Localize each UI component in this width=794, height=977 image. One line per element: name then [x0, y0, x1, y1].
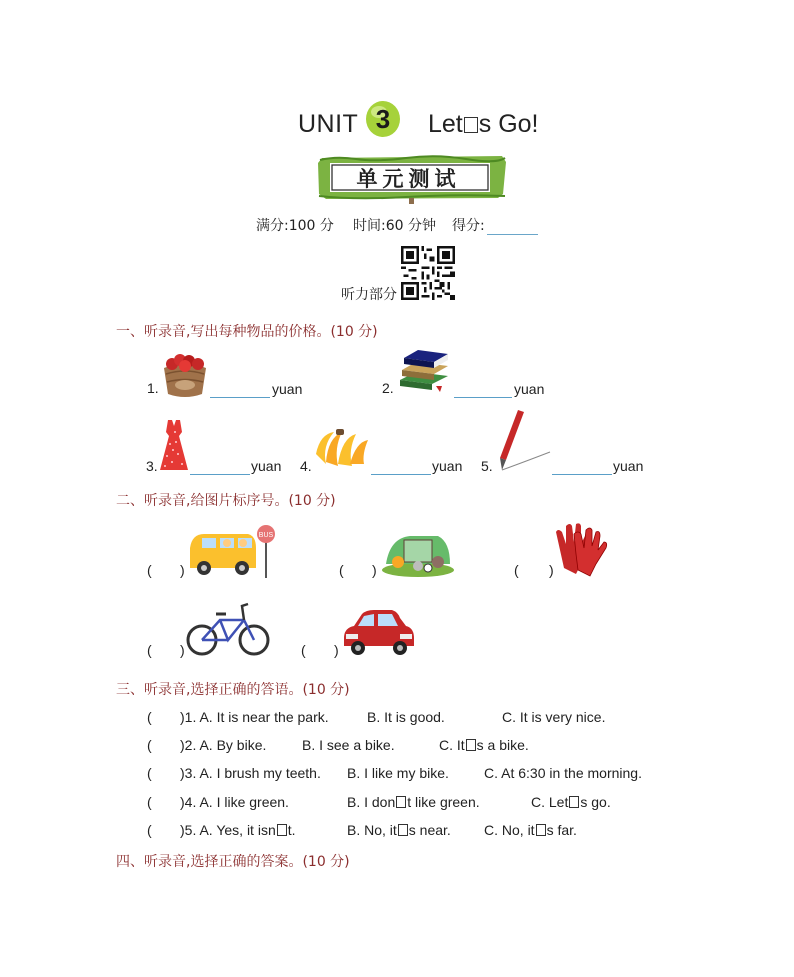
pic5-paren-left: (	[301, 642, 306, 658]
q5-option-b[interactable]	[347, 822, 451, 838]
section1-heading: 一、听录音,写出每种物品的价格。(10 分)	[116, 324, 378, 340]
q4-option-a[interactable]: )4. A. I like green.	[180, 794, 289, 810]
pic4-paren-right[interactable]: )	[180, 642, 185, 658]
item5-price-blank[interactable]	[552, 474, 612, 475]
missing-glyph-box	[569, 796, 579, 808]
q1-paren[interactable]: (	[147, 709, 152, 725]
apple-basket-icon	[158, 352, 212, 398]
item2-price-blank[interactable]	[454, 397, 512, 398]
missing-glyph-box	[464, 117, 478, 133]
score-label: 得分:	[452, 218, 485, 234]
missing-glyph-box	[466, 739, 476, 751]
q1-option-c[interactable]: C. It is very nice.	[502, 709, 606, 725]
section3-heading: 三、听录音,选择正确的答语。(10 分)	[116, 682, 350, 698]
pic3-paren-right[interactable]: )	[549, 562, 554, 578]
pic3-paren-left: (	[514, 562, 519, 578]
section2-heading: 二、听录音,给图片标序号。(10 分)	[116, 493, 336, 509]
unit-title	[428, 110, 539, 139]
pic1-paren-left: (	[147, 562, 152, 578]
q1-option-a[interactable]: )1. A. It is near the park.	[180, 709, 329, 725]
bus-sign-text: BUS	[258, 532, 274, 539]
q5-b-part2: s near.	[408, 822, 451, 838]
q2-c-part1: C. It	[439, 737, 465, 753]
item4-price-blank[interactable]	[371, 474, 431, 475]
unit-number: 3	[375, 104, 391, 134]
qr-code-icon[interactable]	[401, 246, 455, 300]
books-icon	[396, 346, 452, 394]
q4-option-b[interactable]	[347, 794, 480, 810]
dress-icon	[158, 418, 190, 472]
item2-yuan: yuan	[514, 381, 545, 397]
gloves-icon	[554, 520, 610, 578]
banner-text: 单元测试	[356, 167, 461, 191]
unit-number-badge	[364, 100, 402, 138]
q3-option-a[interactable]: )3. A. I brush my teeth.	[180, 765, 321, 781]
item3-number: 3.	[146, 458, 158, 474]
q4-c-part1: C. Let	[531, 794, 569, 810]
missing-glyph-box	[398, 824, 408, 836]
score-blank[interactable]	[487, 234, 538, 235]
item2-number: 2.	[382, 380, 394, 396]
pic4-paren-left: (	[147, 642, 152, 658]
q3-paren[interactable]: (	[147, 765, 152, 781]
missing-glyph-box	[277, 824, 287, 836]
q2-option-a[interactable]: )2. A. By bike.	[180, 737, 267, 753]
item3-price-blank[interactable]	[190, 474, 250, 475]
item5-number: 5.	[481, 458, 493, 474]
q5-a-part2: t.	[287, 822, 296, 838]
pic2-paren-right[interactable]: )	[372, 562, 377, 578]
missing-glyph-box	[396, 796, 406, 808]
q5-c-part2: s far.	[546, 822, 577, 838]
q5-option-c[interactable]	[484, 822, 577, 838]
q2-paren[interactable]: (	[147, 737, 152, 753]
q3-option-b[interactable]: B. I like my bike.	[347, 765, 449, 781]
q5-paren[interactable]: (	[147, 822, 152, 838]
q5-a-part1: )5. A. Yes, it isn	[180, 822, 276, 838]
q2-option-c[interactable]	[439, 737, 529, 753]
section4-heading: 四、听录音,选择正确的答案。(10 分)	[116, 854, 350, 870]
item1-price-blank[interactable]	[210, 397, 270, 398]
full-score: 满分:100 分	[256, 218, 334, 234]
unit-title-part2: s Go!	[478, 110, 539, 138]
q5-c-part1: C. No, it	[484, 822, 535, 838]
q5-option-a[interactable]	[180, 822, 296, 838]
q2-c-part2: s a bike.	[476, 737, 529, 753]
unit-title-part1: Let	[428, 110, 463, 138]
item4-yuan: yuan	[432, 458, 463, 474]
item1-yuan: yuan	[272, 381, 303, 397]
q4-b-part2: t like green.	[407, 794, 480, 810]
missing-glyph-box	[536, 824, 546, 836]
bike-icon	[186, 598, 272, 660]
pic1-paren-right[interactable]: )	[180, 562, 185, 578]
item3-yuan: yuan	[251, 458, 282, 474]
time-limit: 时间:60 分钟	[353, 218, 436, 234]
q4-option-c[interactable]	[531, 794, 611, 810]
item4-number: 4.	[300, 458, 312, 474]
pic2-paren-left: (	[339, 562, 344, 578]
q4-paren[interactable]: (	[147, 794, 152, 810]
car-icon	[340, 604, 416, 658]
q1-option-b[interactable]: B. It is good.	[367, 709, 445, 725]
q4-c-part2: s go.	[580, 794, 611, 810]
q4-b-part1: B. I don	[347, 794, 396, 810]
unit-label: UNIT	[298, 110, 359, 138]
pen-icon	[494, 408, 552, 474]
zoo-icon	[380, 528, 456, 578]
listening-label: 听力部分	[341, 287, 397, 303]
item1-number: 1.	[147, 380, 159, 396]
bananas-icon	[312, 426, 370, 470]
q2-option-b[interactable]: B. I see a bike.	[302, 737, 395, 753]
school-bus-icon	[186, 522, 280, 578]
item5-yuan: yuan	[613, 458, 644, 474]
q3-option-c[interactable]: C. At 6:30 in the morning.	[484, 765, 642, 781]
pic5-paren-right[interactable]: )	[334, 642, 339, 658]
q5-b-part1: B. No, it	[347, 822, 397, 838]
